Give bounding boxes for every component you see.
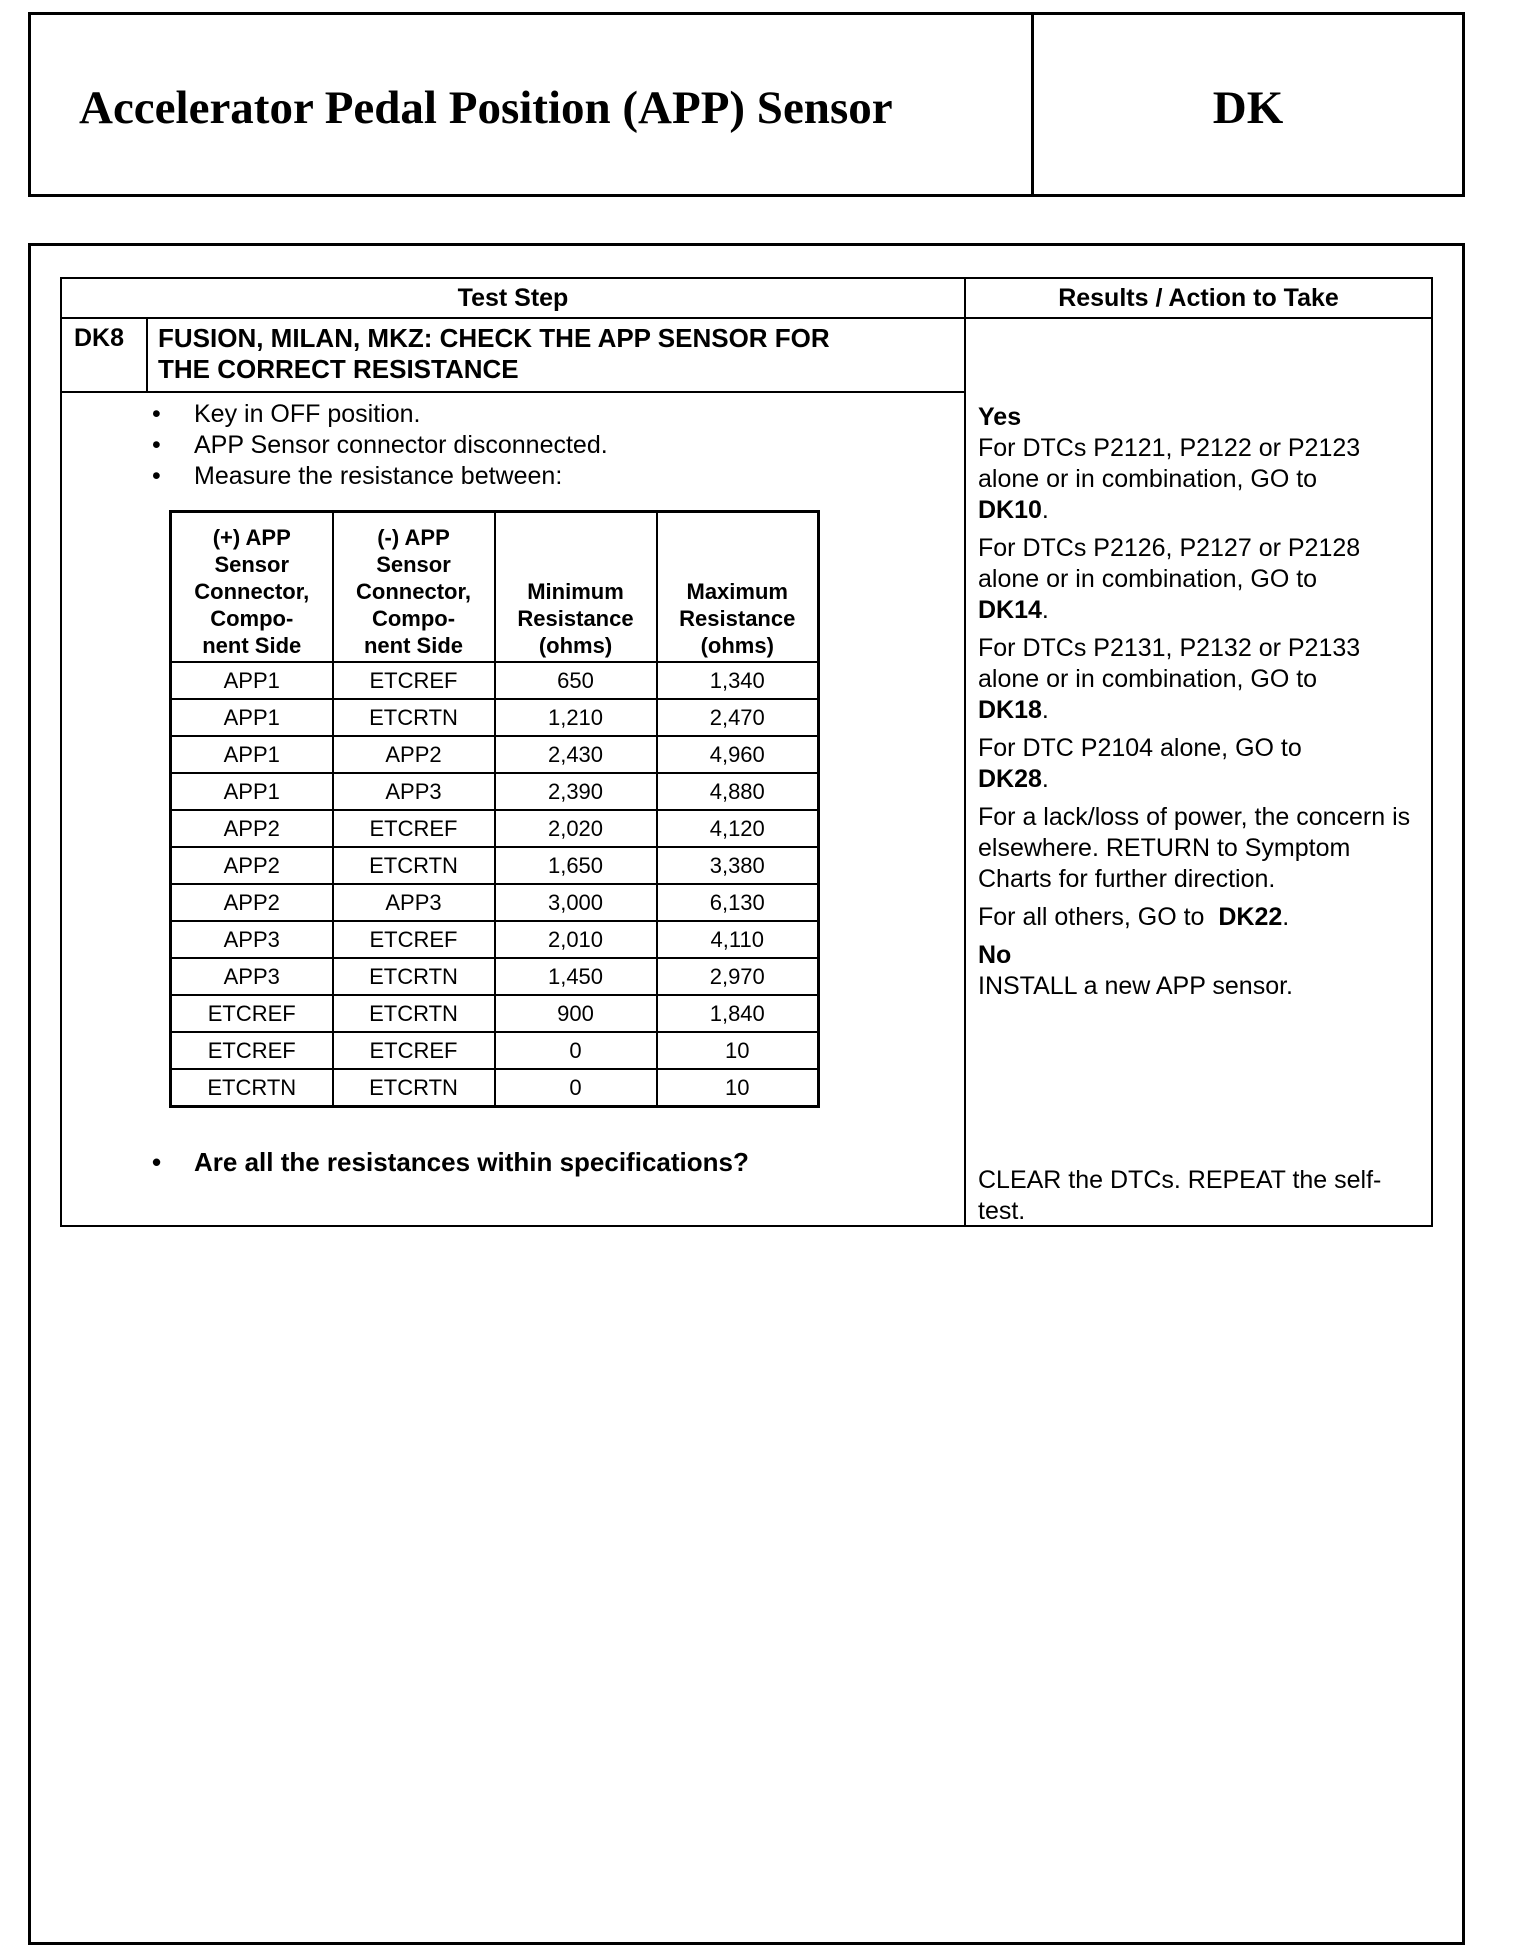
test-step-table [60,277,1433,1227]
table-cell: ETCRTN [333,699,495,736]
table-row [171,995,819,1032]
table-row [171,810,819,847]
table-row [171,699,819,736]
table-cell: ETCREF [333,662,495,699]
step-reference: DK14 [978,596,1042,624]
result-item: For all others, GO to DK22. [978,903,1290,931]
step-reference: DK10 [978,496,1042,524]
step-title [148,319,964,391]
table-row [171,736,819,773]
results-content [978,402,1423,1009]
table-cell: APP3 [333,884,495,921]
table-cell: 900 [495,995,657,1032]
step-title-line: FUSION, MILAN, MKZ: CHECK THE APP SENSOR FOR [158,323,830,353]
col-header-negative-connector: (-) APP Sensor Connector, Compo- nent Side [333,512,495,663]
table-cell: 4,960 [657,736,819,773]
clear-dtc-instruction: CLEAR the DTCs. REPEAT the self-test. [978,1166,1382,1225]
bullet-icon: • [152,462,161,490]
table-row [171,1032,819,1069]
col-header-maximum-resistance: Maximum Resistance (ohms) [657,512,819,663]
step-reference: DK18 [978,696,1042,724]
section-code: DK [1212,81,1284,134]
table-cell: 3,000 [495,884,657,921]
table-cell: APP1 [171,699,333,736]
table-row [171,773,819,810]
table-cell: 2,390 [495,773,657,810]
table-cell: ETCREF [171,995,333,1032]
table-row [171,662,819,699]
page-header [28,12,1465,197]
table-cell: APP2 [171,847,333,884]
instruction-text: Measure the resistance between: [194,462,563,490]
table-cell: ETCREF [171,1032,333,1069]
table-cell: 0 [495,1069,657,1107]
table-row [171,884,819,921]
col-header-minimum-resistance: Minimum Resistance (ohms) [495,512,657,663]
step-reference: DK22 [1218,903,1283,931]
test-question [152,1147,749,1178]
table-cell: 650 [495,662,657,699]
page-title: Accelerator Pedal Position (APP) Sensor [31,15,1034,194]
table-cell: ETCRTN [333,995,495,1032]
results-header: Results / Action to Take [966,279,1431,319]
table-cell: 2,020 [495,810,657,847]
table-cell: ETCRTN [333,1069,495,1107]
yes-label: Yes [978,403,1022,431]
instruction-item [152,461,608,492]
step-title-line: THE CORRECT RESISTANCE [158,354,519,384]
table-cell: ETCRTN [333,958,495,995]
instruction-item [152,399,608,430]
resistance-header-row [171,512,819,663]
results-column [966,279,1431,1225]
table-cell: APP3 [333,773,495,810]
result-item: For a lack/loss of power, the concern is elsewhere. RETURN to Symptom Charts for further direction. [978,803,1411,893]
instruction-list [152,399,608,492]
table-cell: 4,880 [657,773,819,810]
col-header-positive-connector: (+) APP Sensor Connector, Compo- nent Side [171,512,333,663]
result-item: For DTCs P2131, P2132 or P2133 alone or in combination, GO to DK18. [978,634,1361,724]
table-cell: 1,840 [657,995,819,1032]
table-cell: APP1 [171,773,333,810]
instruction-text: Key in OFF position. [194,400,421,428]
table-cell: 10 [657,1032,819,1069]
test-step-header: Test Step [62,279,964,319]
test-step-column [62,279,966,1225]
table-cell: 2,970 [657,958,819,995]
table-cell: APP2 [171,810,333,847]
question-text: Are all the resistances within specifications? [194,1147,749,1177]
table-cell: 10 [657,1069,819,1107]
resistance-table-body [171,662,819,1107]
step-reference: DK28 [978,765,1042,793]
table-cell: 2,430 [495,736,657,773]
table-cell: APP2 [171,884,333,921]
table-cell: 0 [495,1032,657,1069]
table-cell: 4,110 [657,921,819,958]
bullet-icon: • [152,1147,162,1177]
instruction-text: APP Sensor connector disconnected. [194,431,608,459]
table-row [171,847,819,884]
table-cell: 1,340 [657,662,819,699]
result-item: For DTCs P2121, P2122 or P2123 alone or in combination, GO to DK10. [978,434,1361,524]
result-item: For DTC P2104 alone, GO to DK28. [978,734,1302,793]
table-row [171,1069,819,1107]
resistance-table [169,510,820,1108]
table-cell: 1,650 [495,847,657,884]
table-cell: ETCREF [333,810,495,847]
result-item: INSTALL a new APP sensor. [978,972,1293,1000]
table-cell: 2,470 [657,699,819,736]
table-cell: ETCRTN [333,847,495,884]
table-cell: 2,010 [495,921,657,958]
table-cell: APP1 [171,662,333,699]
table-row [171,958,819,995]
table-row [171,921,819,958]
bullet-icon: • [152,400,161,428]
table-cell: ETCREF [333,921,495,958]
table-cell: APP3 [171,921,333,958]
table-cell: ETCREF [333,1032,495,1069]
no-label: No [978,941,1012,969]
table-cell: APP3 [171,958,333,995]
instruction-item [152,430,608,461]
table-cell: APP2 [333,736,495,773]
table-cell: APP1 [171,736,333,773]
table-cell: 1,210 [495,699,657,736]
result-item: For DTCs P2126, P2127 or P2128 alone or in combination, GO to DK14. [978,534,1361,624]
table-cell: 1,450 [495,958,657,995]
bullet-icon: • [152,431,161,459]
table-cell: ETCRTN [171,1069,333,1107]
step-id: DK8 [62,319,148,391]
table-cell: 4,120 [657,810,819,847]
table-cell: 6,130 [657,884,819,921]
table-cell: 3,380 [657,847,819,884]
step-id-row [62,319,964,393]
